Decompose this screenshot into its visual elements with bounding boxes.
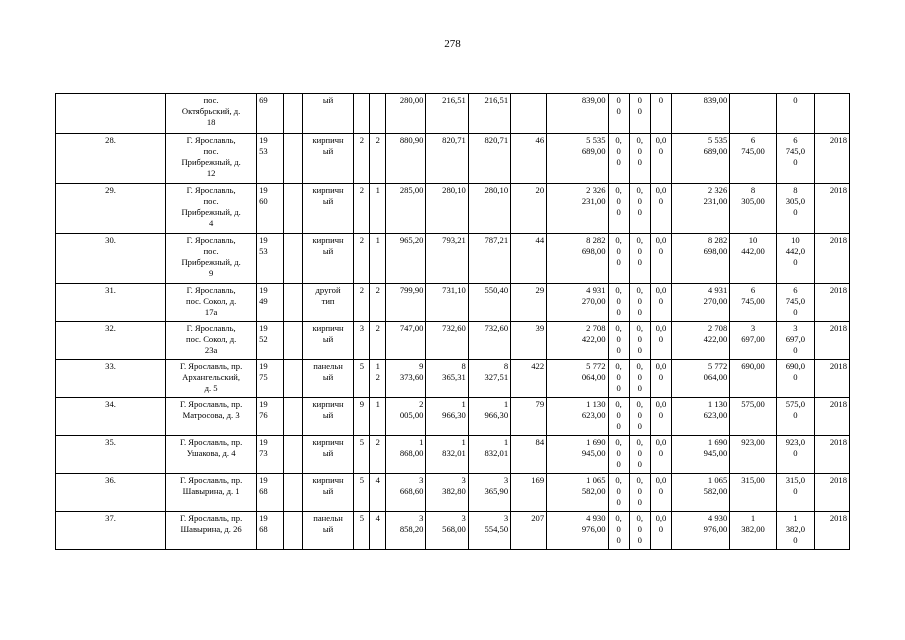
cell-total: 1 130 623,00 xyxy=(672,398,730,436)
cell-num: 29. xyxy=(56,184,166,234)
cell-z3: 0,0 0 xyxy=(650,512,671,550)
cell-addr: Г. Ярославль, пос. Прибрежный, д. 12 xyxy=(166,134,257,184)
cell-z2: 0, 0 0 xyxy=(629,322,650,360)
cell-s2: 6 745,0 0 xyxy=(776,134,814,184)
cell-z3: 0,0 0 xyxy=(650,234,671,284)
cell-a1: 1 868,00 xyxy=(386,436,426,474)
cell-c4 xyxy=(283,184,302,234)
cell-num: 36. xyxy=(56,474,166,512)
cell-fl: 9 xyxy=(354,398,370,436)
table-row xyxy=(56,184,850,234)
cell-year: 19 52 xyxy=(257,322,283,360)
cell-num: 34. xyxy=(56,398,166,436)
cell-res: 46 xyxy=(511,134,547,184)
cell-mat: кирпичн ый xyxy=(302,474,354,512)
cell-s2: 315,0 0 xyxy=(776,474,814,512)
cell-s2: 6 745,0 0 xyxy=(776,284,814,322)
cell-fl: 5 xyxy=(354,512,370,550)
cell-a2: 8 365,31 xyxy=(426,360,468,398)
cell-en: 4 xyxy=(370,512,386,550)
cell-mat: ый xyxy=(302,94,354,134)
cell-z1: 0, 0 0 xyxy=(608,360,629,398)
cell-cost: 839,00 xyxy=(547,94,608,134)
cell-addr: пос. Октябрьский, д. 18 xyxy=(166,94,257,134)
cell-cost: 2 708 422,00 xyxy=(547,322,608,360)
cell-res: 207 xyxy=(511,512,547,550)
cell-num: 28. xyxy=(56,134,166,184)
cell-res: 39 xyxy=(511,322,547,360)
cell-a3: 3 554,50 xyxy=(468,512,510,550)
page-number: 278 xyxy=(444,38,461,50)
cell-cost: 8 282 698,00 xyxy=(547,234,608,284)
cell-total: 5 772 064,00 xyxy=(672,360,730,398)
cell-total: 2 326 231,00 xyxy=(672,184,730,234)
cell-fl: 2 xyxy=(354,234,370,284)
cell-a1: 799,90 xyxy=(386,284,426,322)
cell-year: 19 75 xyxy=(257,360,283,398)
cell-addr: Г. Ярославль, пр. Архангельский, д. 5 xyxy=(166,360,257,398)
cell-z3: 0,0 0 xyxy=(650,322,671,360)
cell-z1: 0, 0 0 xyxy=(608,322,629,360)
cell-mat: панельн ый xyxy=(302,512,354,550)
cell-year: 19 73 xyxy=(257,436,283,474)
cell-cost: 4 931 270,00 xyxy=(547,284,608,322)
cell-a3: 1 832,01 xyxy=(468,436,510,474)
cell-en: 2 xyxy=(370,322,386,360)
cell-res: 84 xyxy=(511,436,547,474)
cell-num xyxy=(56,94,166,134)
cell-year: 19 76 xyxy=(257,398,283,436)
housing-table xyxy=(55,93,850,550)
cell-fl: 5 xyxy=(354,360,370,398)
cell-c4 xyxy=(283,360,302,398)
cell-addr: Г. Ярославль, пр. Матросова, д. 3 xyxy=(166,398,257,436)
cell-a2: 3 382,80 xyxy=(426,474,468,512)
cell-yr: 2018 xyxy=(814,436,849,474)
cell-yr: 2018 xyxy=(814,134,849,184)
cell-z3: 0 xyxy=(650,94,671,134)
cell-num: 30. xyxy=(56,234,166,284)
cell-s1: 923,00 xyxy=(730,436,777,474)
cell-s1: 10 442,00 xyxy=(730,234,777,284)
cell-cost: 5 772 064,00 xyxy=(547,360,608,398)
cell-mat: другой тип xyxy=(302,284,354,322)
cell-z1: 0, 0 0 xyxy=(608,398,629,436)
cell-a3: 820,71 xyxy=(468,134,510,184)
cell-en: 1 xyxy=(370,234,386,284)
cell-year: 69 xyxy=(257,94,283,134)
cell-en: 1 xyxy=(370,398,386,436)
cell-res: 44 xyxy=(511,234,547,284)
cell-cost: 2 326 231,00 xyxy=(547,184,608,234)
table-row xyxy=(56,474,850,512)
cell-z2: 0, 0 0 xyxy=(629,134,650,184)
table-row xyxy=(56,436,850,474)
cell-a2: 280,10 xyxy=(426,184,468,234)
cell-num: 33. xyxy=(56,360,166,398)
cell-mat: кирпичн ый xyxy=(302,184,354,234)
cell-a2: 3 568,00 xyxy=(426,512,468,550)
cell-a2: 732,60 xyxy=(426,322,468,360)
cell-num: 35. xyxy=(56,436,166,474)
cell-z3: 0,0 0 xyxy=(650,398,671,436)
cell-z2: 0, 0 0 xyxy=(629,234,650,284)
cell-res: 422 xyxy=(511,360,547,398)
cell-z1: 0 0 xyxy=(608,94,629,134)
cell-year: 19 53 xyxy=(257,234,283,284)
cell-mat: кирпичн ый xyxy=(302,322,354,360)
cell-yr: 2018 xyxy=(814,234,849,284)
cell-a3: 550,40 xyxy=(468,284,510,322)
cell-addr: Г. Ярославль, пр. Ушакова, д. 4 xyxy=(166,436,257,474)
cell-mat: кирпичн ый xyxy=(302,398,354,436)
cell-addr: Г. Ярославль, пос. Сокол, д. 17а xyxy=(166,284,257,322)
cell-z2: 0 0 xyxy=(629,94,650,134)
cell-c4 xyxy=(283,322,302,360)
cell-year: 19 68 xyxy=(257,512,283,550)
cell-cost: 4 930 976,00 xyxy=(547,512,608,550)
cell-a1: 285,00 xyxy=(386,184,426,234)
cell-a1: 747,00 xyxy=(386,322,426,360)
cell-num: 31. xyxy=(56,284,166,322)
cell-num: 32. xyxy=(56,322,166,360)
cell-en: 1 2 xyxy=(370,360,386,398)
cell-total: 1 690 945,00 xyxy=(672,436,730,474)
cell-z3: 0,0 0 xyxy=(650,474,671,512)
cell-a2: 793,21 xyxy=(426,234,468,284)
cell-s1: 8 305,00 xyxy=(730,184,777,234)
cell-res: 20 xyxy=(511,184,547,234)
cell-z2: 0, 0 0 xyxy=(629,512,650,550)
cell-z2: 0, 0 0 xyxy=(629,360,650,398)
table-row xyxy=(56,134,850,184)
cell-z3: 0,0 0 xyxy=(650,134,671,184)
cell-year: 19 49 xyxy=(257,284,283,322)
cell-s2: 8 305,0 0 xyxy=(776,184,814,234)
cell-a3: 1 966,30 xyxy=(468,398,510,436)
cell-mat: кирпичн ый xyxy=(302,234,354,284)
cell-s1: 6 745,00 xyxy=(730,284,777,322)
cell-en xyxy=(370,94,386,134)
cell-en: 1 xyxy=(370,184,386,234)
cell-addr: Г. Ярославль, пос. Прибрежный, д. 4 xyxy=(166,184,257,234)
cell-yr: 2018 xyxy=(814,360,849,398)
table-row xyxy=(56,234,850,284)
cell-z2: 0, 0 0 xyxy=(629,398,650,436)
cell-res: 79 xyxy=(511,398,547,436)
cell-a2: 1 832,01 xyxy=(426,436,468,474)
cell-total: 1 065 582,00 xyxy=(672,474,730,512)
cell-fl: 2 xyxy=(354,134,370,184)
cell-c4 xyxy=(283,474,302,512)
cell-c4 xyxy=(283,436,302,474)
cell-s1: 3 697,00 xyxy=(730,322,777,360)
cell-z2: 0, 0 0 xyxy=(629,474,650,512)
cell-mat: панельн ый xyxy=(302,360,354,398)
cell-z1: 0, 0 0 xyxy=(608,512,629,550)
cell-a2: 216,51 xyxy=(426,94,468,134)
cell-s2: 923,0 0 xyxy=(776,436,814,474)
cell-fl: 2 xyxy=(354,284,370,322)
cell-z1: 0, 0 0 xyxy=(608,284,629,322)
cell-s2: 575,0 0 xyxy=(776,398,814,436)
cell-cost: 1 065 582,00 xyxy=(547,474,608,512)
cell-addr: Г. Ярославль, пр. Шавырина, д. 26 xyxy=(166,512,257,550)
cell-num: 37. xyxy=(56,512,166,550)
cell-addr: Г. Ярославль, пос. Прибрежный, д. 9 xyxy=(166,234,257,284)
cell-z2: 0, 0 0 xyxy=(629,436,650,474)
cell-z1: 0, 0 0 xyxy=(608,436,629,474)
cell-z3: 0,0 0 xyxy=(650,360,671,398)
cell-fl: 2 xyxy=(354,184,370,234)
cell-z3: 0,0 0 xyxy=(650,436,671,474)
cell-yr: 2018 xyxy=(814,474,849,512)
cell-s1: 690,00 xyxy=(730,360,777,398)
cell-yr: 2018 xyxy=(814,512,849,550)
cell-c4 xyxy=(283,284,302,322)
cell-fl: 5 xyxy=(354,474,370,512)
cell-addr: Г. Ярославль, пр. Шавырина, д. 1 xyxy=(166,474,257,512)
cell-a3: 216,51 xyxy=(468,94,510,134)
cell-s2: 0 xyxy=(776,94,814,134)
cell-res: 169 xyxy=(511,474,547,512)
cell-fl: 3 xyxy=(354,322,370,360)
table-body xyxy=(56,94,850,550)
cell-a2: 731,10 xyxy=(426,284,468,322)
cell-s1: 1 382,00 xyxy=(730,512,777,550)
cell-total: 839,00 xyxy=(672,94,730,134)
cell-c4 xyxy=(283,398,302,436)
cell-total: 2 708 422,00 xyxy=(672,322,730,360)
table-row xyxy=(56,322,850,360)
cell-a3: 732,60 xyxy=(468,322,510,360)
cell-total: 5 535 689,00 xyxy=(672,134,730,184)
cell-a1: 965,20 xyxy=(386,234,426,284)
cell-z2: 0, 0 0 xyxy=(629,184,650,234)
cell-z1: 0, 0 0 xyxy=(608,234,629,284)
cell-yr: 2018 xyxy=(814,322,849,360)
cell-c4 xyxy=(283,234,302,284)
cell-z1: 0, 0 0 xyxy=(608,184,629,234)
cell-yr: 2018 xyxy=(814,284,849,322)
cell-en: 4 xyxy=(370,474,386,512)
cell-a1: 280,00 xyxy=(386,94,426,134)
cell-year: 19 53 xyxy=(257,134,283,184)
cell-a1: 880,90 xyxy=(386,134,426,184)
table-row xyxy=(56,398,850,436)
cell-yr: 2018 xyxy=(814,184,849,234)
cell-a1: 9 373,60 xyxy=(386,360,426,398)
cell-c4 xyxy=(283,134,302,184)
cell-s2: 10 442,0 0 xyxy=(776,234,814,284)
cell-a3: 8 327,51 xyxy=(468,360,510,398)
cell-s2: 1 382,0 0 xyxy=(776,512,814,550)
cell-addr: Г. Ярославль, пос. Сокол, д. 23а xyxy=(166,322,257,360)
cell-total: 4 931 270,00 xyxy=(672,284,730,322)
cell-a3: 3 365,90 xyxy=(468,474,510,512)
cell-en: 2 xyxy=(370,134,386,184)
cell-z3: 0,0 0 xyxy=(650,284,671,322)
table-row xyxy=(56,360,850,398)
cell-year: 19 60 xyxy=(257,184,283,234)
cell-mat: кирпичн ый xyxy=(302,436,354,474)
cell-a1: 3 668,60 xyxy=(386,474,426,512)
cell-yr xyxy=(814,94,849,134)
cell-a2: 1 966,30 xyxy=(426,398,468,436)
cell-fl xyxy=(354,94,370,134)
cell-s1: 575,00 xyxy=(730,398,777,436)
cell-en: 2 xyxy=(370,284,386,322)
cell-mat: кирпичн ый xyxy=(302,134,354,184)
cell-a3: 280,10 xyxy=(468,184,510,234)
cell-en: 2 xyxy=(370,436,386,474)
cell-res xyxy=(511,94,547,134)
cell-yr: 2018 xyxy=(814,398,849,436)
cell-cost: 1 690 945,00 xyxy=(547,436,608,474)
cell-s2: 690,0 0 xyxy=(776,360,814,398)
cell-s1 xyxy=(730,94,777,134)
table-row xyxy=(56,512,850,550)
cell-total: 4 930 976,00 xyxy=(672,512,730,550)
cell-cost: 5 535 689,00 xyxy=(547,134,608,184)
cell-year: 19 68 xyxy=(257,474,283,512)
table-row xyxy=(56,284,850,322)
cell-fl: 5 xyxy=(354,436,370,474)
table-row xyxy=(56,94,850,134)
cell-z3: 0,0 0 xyxy=(650,184,671,234)
cell-a1: 3 858,20 xyxy=(386,512,426,550)
cell-s1: 315,00 xyxy=(730,474,777,512)
cell-s1: 6 745,00 xyxy=(730,134,777,184)
cell-a2: 820,71 xyxy=(426,134,468,184)
cell-a1: 2 005,00 xyxy=(386,398,426,436)
cell-a3: 787,21 xyxy=(468,234,510,284)
cell-s2: 3 697,0 0 xyxy=(776,322,814,360)
cell-z1: 0, 0 0 xyxy=(608,134,629,184)
cell-c4 xyxy=(283,94,302,134)
cell-z1: 0, 0 0 xyxy=(608,474,629,512)
cell-res: 29 xyxy=(511,284,547,322)
cell-cost: 1 130 623,00 xyxy=(547,398,608,436)
cell-z2: 0, 0 0 xyxy=(629,284,650,322)
cell-total: 8 282 698,00 xyxy=(672,234,730,284)
cell-c4 xyxy=(283,512,302,550)
